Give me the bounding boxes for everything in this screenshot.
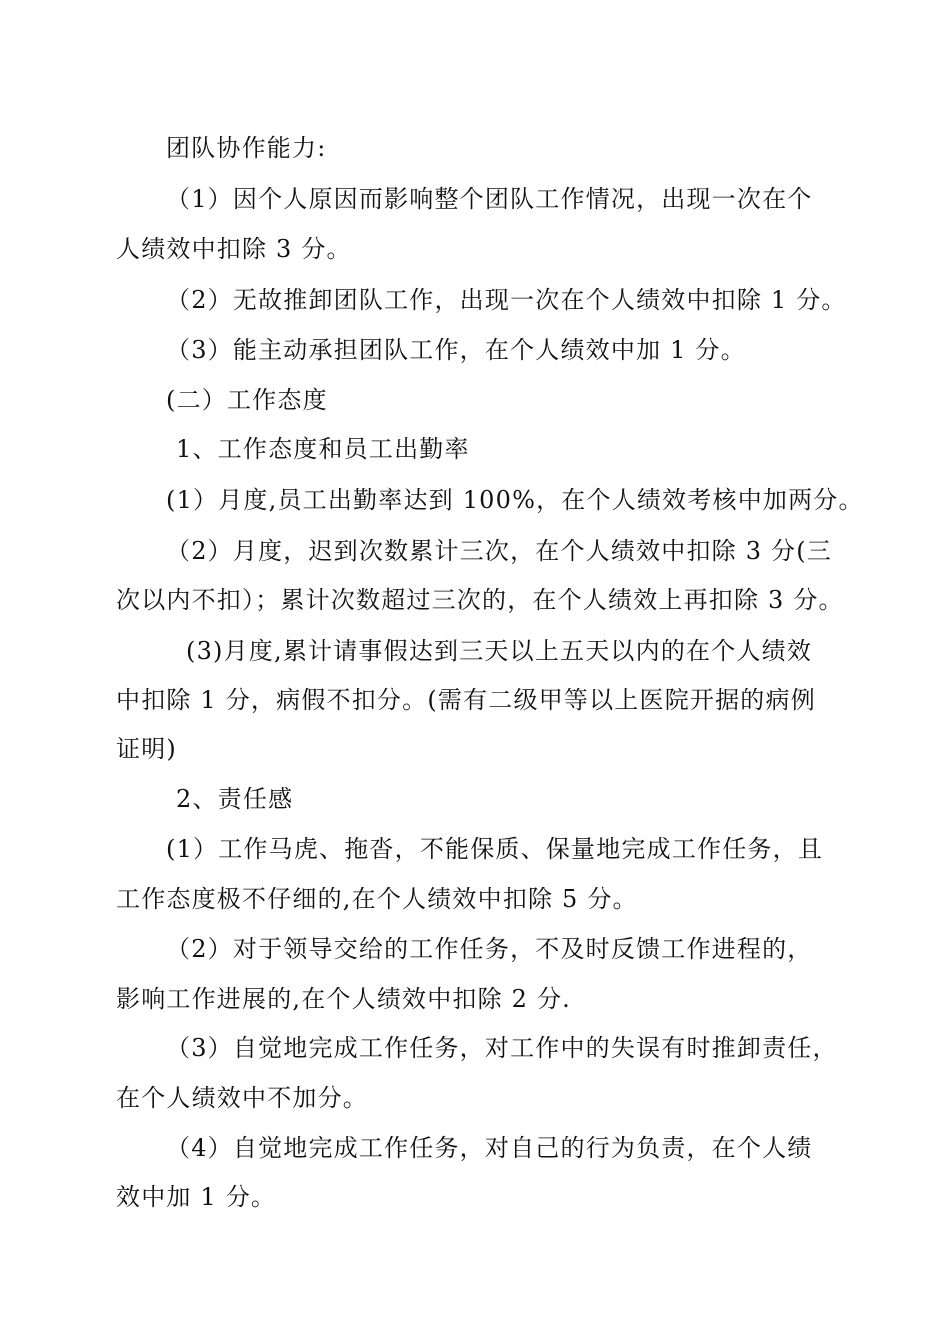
paragraph-line: （2）无故推卸团队工作，出现一次在个人绩效中扣除 1 分。	[166, 286, 847, 314]
paragraph-line: （2）月度，迟到次数累计三次，在个人绩效中扣除 3 分(三	[166, 537, 832, 565]
paragraph-line: (1）月度,员工出勤率达到 100%，在个人绩效考核中加两分。	[166, 486, 864, 514]
heading-work-attitude: (二）工作态度	[166, 386, 328, 414]
paragraph-line: （2）对于领导交给的工作任务，不及时反馈工作进程的，	[166, 935, 813, 963]
paragraph-line: 影响工作进展的,在个人绩效中扣除 2 分.	[116, 985, 571, 1013]
paragraph-line: （3）自觉地完成工作任务，对工作中的失误有时推卸责任，	[166, 1034, 838, 1062]
paragraph-line: (1）工作马虎、拖沓，不能保质、保量地完成工作任务，且	[166, 835, 824, 863]
paragraph-line: 证明)	[116, 735, 177, 763]
paragraph-line: 工作态度极不仔细的,在个人绩效中扣除 5 分。	[116, 885, 638, 913]
paragraph-line: 人绩效中扣除 3 分。	[116, 235, 352, 263]
subheading-attendance: 1、工作态度和员工出勤率	[176, 435, 470, 463]
heading-team-collaboration: 团队协作能力:	[166, 134, 327, 162]
paragraph-line: （4）自觉地完成工作任务，对自己的行为负责，在个人绩	[166, 1134, 813, 1162]
paragraph-line: 效中加 1 分。	[116, 1183, 277, 1211]
paragraph-line: 次以内不扣）；累计次数超过三次的，在个人绩效上再扣除 3 分。	[116, 586, 844, 614]
paragraph-line: (3)月度,累计请事假达到三天以上五天以内的在个人绩效	[186, 637, 813, 665]
paragraph-line: （3）能主动承担团队工作，在个人绩效中加 1 分。	[166, 336, 746, 364]
paragraph-line: 中扣除 1 分，病假不扣分。(需有二级甲等以上医院开据的病例	[116, 686, 816, 714]
paragraph-line: 在个人绩效中不加分。	[116, 1084, 368, 1112]
paragraph-line: （1）因个人原因而影响整个团队工作情况，出现一次在个	[166, 185, 813, 213]
subheading-responsibility: 2、责任感	[176, 785, 294, 813]
